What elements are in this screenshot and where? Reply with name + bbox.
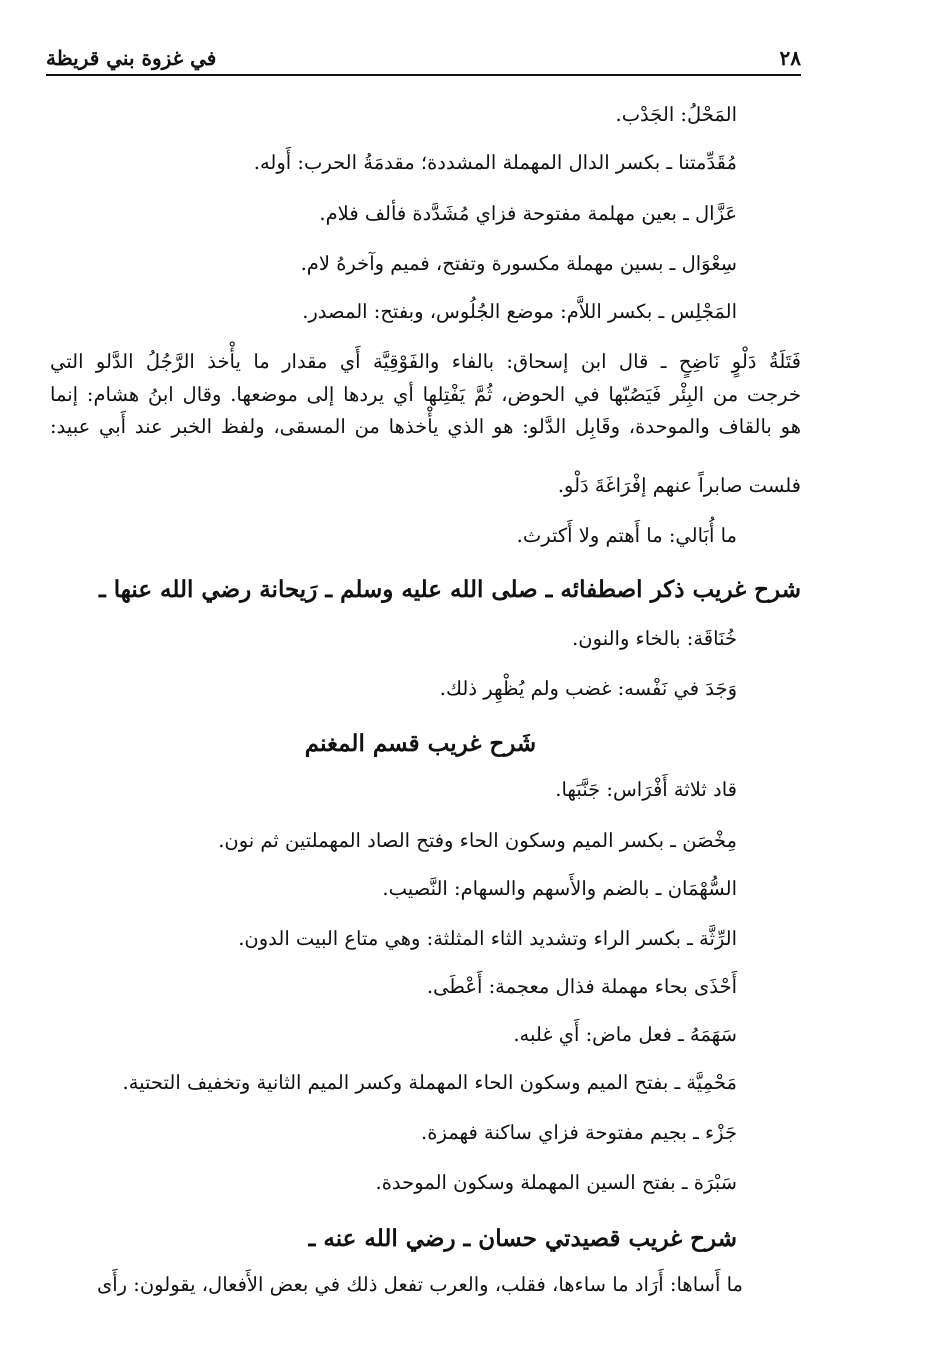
text-line: المَجْلِس ـ بكسر اللاَّم: موضع الجُلُوس، وبفتح: المصدر.	[302, 300, 737, 323]
running-header-title: في غزوة بني قريظة	[46, 46, 217, 70]
text-line: هو بالقاف والموحدة، وقَابِل الدَّلو: هو الذي يأْخذها من المسقى، ولفظ الخبر عند أَبي عبيد:	[50, 415, 801, 438]
text-line: قاد ثلاثة أَفْرَاس: جَنَّبَها.	[555, 778, 737, 801]
text-line: سَهَمَهُ ـ فعل ماض: أَي غلبه.	[513, 1023, 737, 1046]
text-line: جَزْء ـ بجيم مفتوحة فزاي ساكنة فهمزة.	[421, 1121, 737, 1144]
text-line: ما أُبَالي: ما أَهتم ولا أَكترث.	[516, 524, 737, 547]
text-line: سِعْوَال ـ بسين مهملة مكسورة وتفتح، فميم وآخرهُ لام.	[300, 252, 737, 275]
running-header	[46, 40, 801, 76]
section-heading: شرح غريب قصيدتي حسان ـ رضي الله عنه ـ	[308, 1225, 737, 1252]
text-line: سَبْرَة ـ بفتح السين المهملة وسكون الموحدة.	[375, 1171, 737, 1194]
section-heading: شَرح غريب قسم المغنم	[304, 730, 537, 757]
text-line: مُقَدِّمتنا ـ بكسر الدال المهملة المشددة؛ مقدمَةُ الحرب: أَوله.	[253, 151, 737, 174]
text-line: فلست صابراً عنهم إفْرَاغَةَ دَلْو.	[557, 474, 801, 497]
text-line: فَتَلَةُ دَلْوٍ نَاضِحٍ ـ قال ابن إسحاق: بالفاء والفَوْقِيَّة أَي مقدار ما يأْخذ الرَّجُلُ الدَّلو التي	[50, 350, 801, 373]
text-line: مَحْمِيَّة ـ بفتح الميم وسكون الحاء المهملة وكسر الميم الثانية وتخفيف التحتية.	[122, 1071, 737, 1094]
section-heading: شرح غريب ذكر اصطفائه ـ صلى الله عليه وسلم ـ رَيحانة رضي الله عنها ـ	[99, 576, 801, 603]
text-line: وَجَدَ في نَفْسه: غضب ولم يُظْهِر ذلك.	[439, 677, 737, 700]
text-line: مِخْصَن ـ بكسر الميم وسكون الحاء وفتح الصاد المهملتين ثم نون.	[218, 829, 737, 852]
text-line: خُنَاقَة: بالخاء والنون.	[572, 627, 737, 650]
text-line: أَحْذَى بحاء مهملة فذال معجمة: أَعْطَى.	[426, 975, 737, 998]
text-line: عَزَّال ـ بعين مهلمة مفتوحة فزاي مُشَدَّدة فألف فلام.	[319, 202, 737, 225]
page-number: ٢٨	[779, 46, 801, 70]
text-line: السُّهْمَان ـ بالضم والأَسهم والسهام: النَّصيب.	[382, 877, 737, 900]
text-line: خرجت من البِئْر فَيَصُبّها في الحوض، ثُمَّ يَفْتِلها أي يردها إلى موضعها. وقال ابنُ هشام: إنما	[50, 383, 801, 406]
text-line: الرِّثَّة ـ بكسر الراء وتشديد الثاء المثلثة: وهي متاع البيت الدون.	[238, 927, 737, 950]
text-line: ما أَساها: أَرَاد ما ساءها، فقلب، والعرب تفعل ذلك في بعض الأَفعال، يقولون: رأَى	[97, 1273, 743, 1296]
text-line: المَحْلُ: الجَدْب.	[615, 103, 737, 126]
